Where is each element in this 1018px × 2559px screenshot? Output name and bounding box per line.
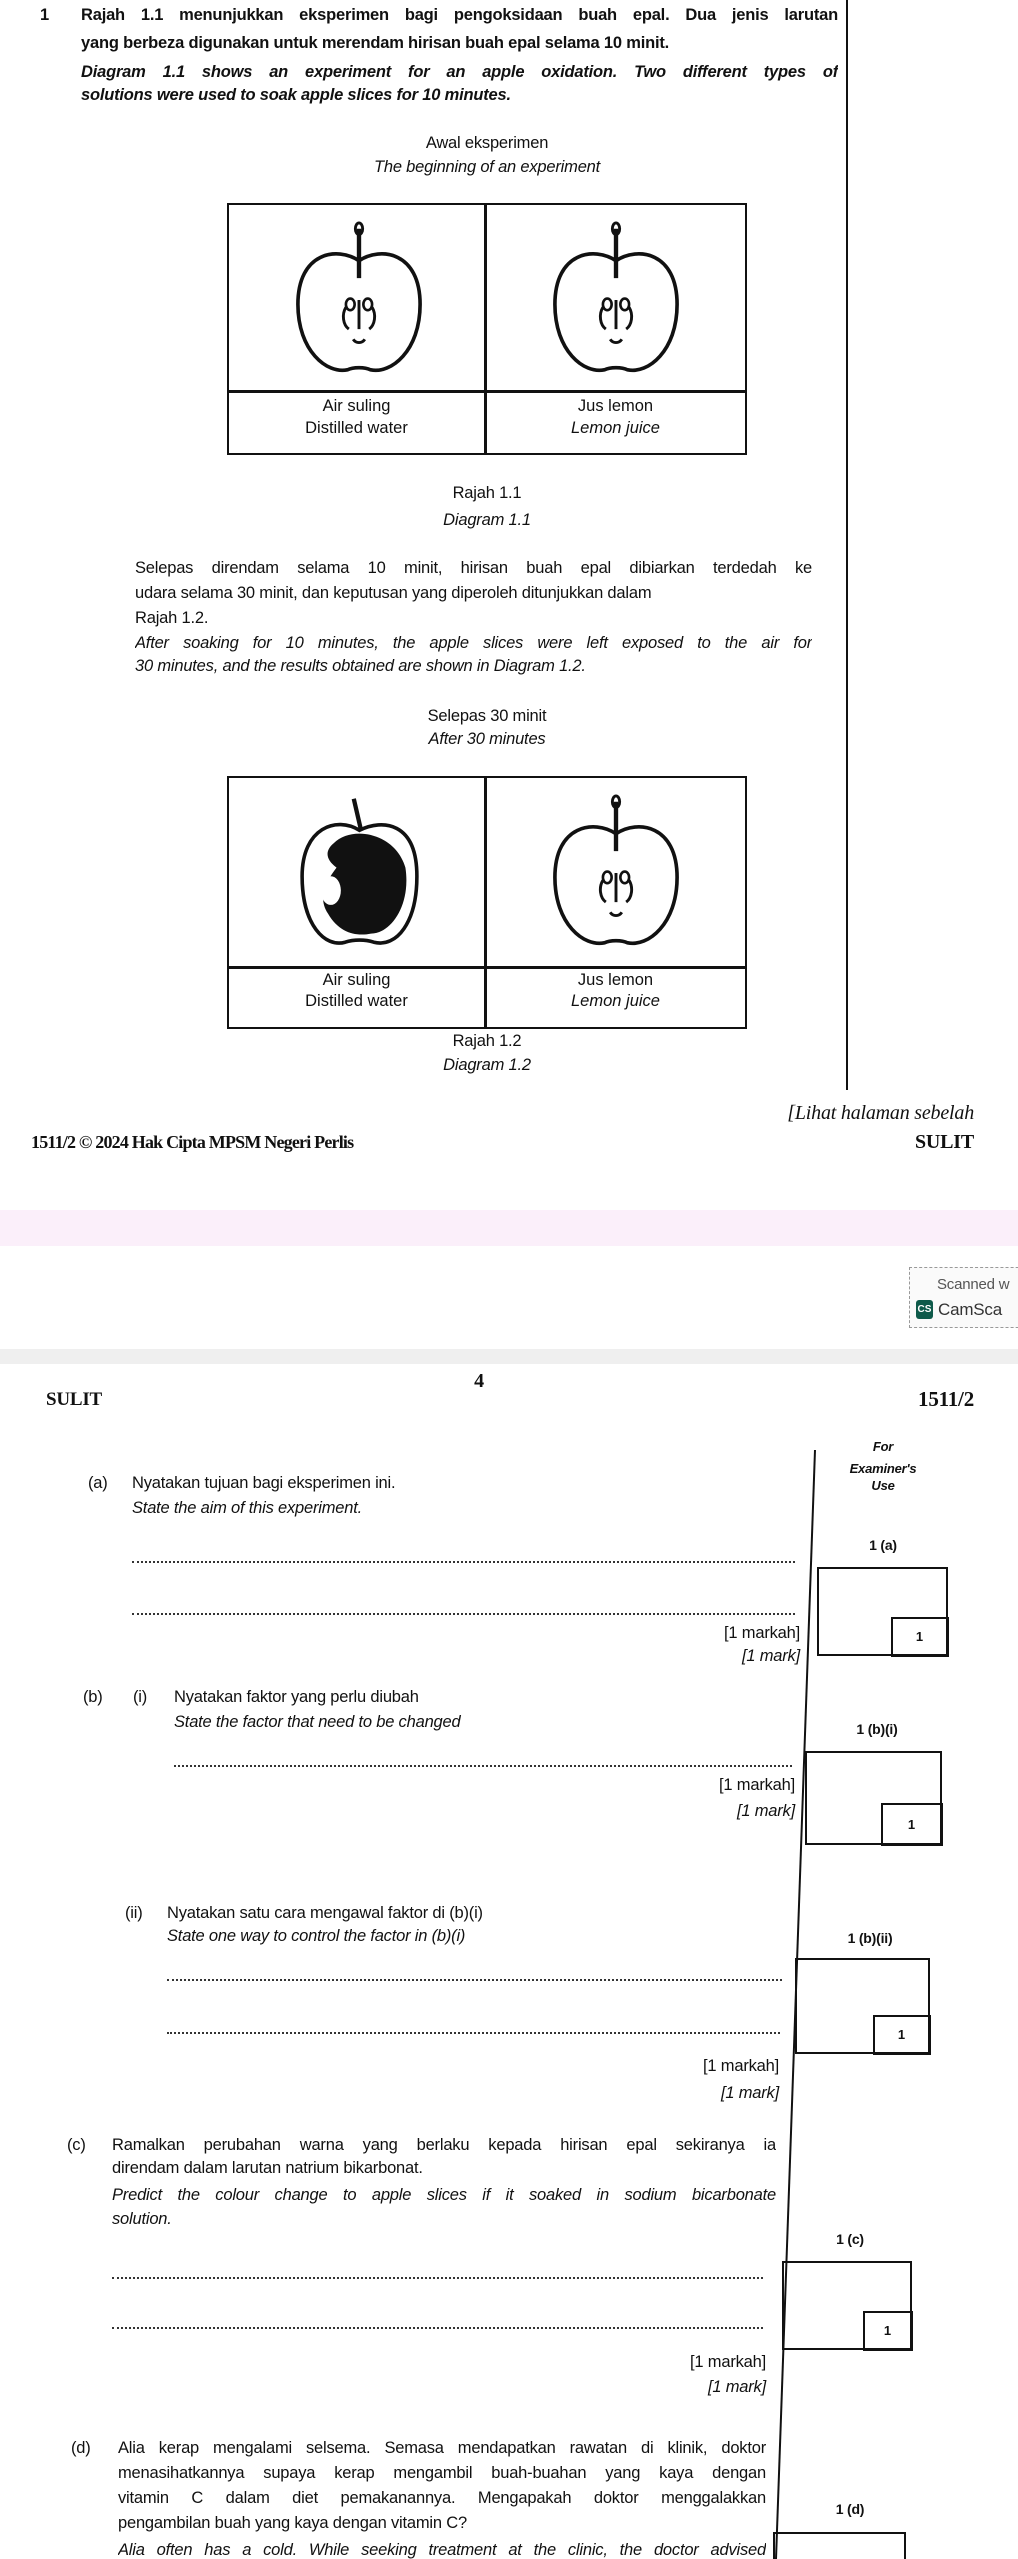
para-line: udara selama 30 minit, dan keputusan yang diperoleh ditunjukkan dalam — [135, 584, 652, 602]
header-sulit: SULIT — [46, 1389, 103, 1410]
intro-line: yang berbeza digunakan untuk merendam hirisan buah epal selama 10 minit. — [81, 34, 670, 52]
cell-label-en: Lemon juice — [571, 992, 660, 1010]
answer-line[interactable] — [112, 2327, 763, 2329]
question-bii-en: State one way to control the factor in (b)(i) — [167, 1927, 466, 1945]
cell-label-ms: Jus lemon — [577, 397, 654, 415]
mark-en: [1 mark] — [737, 1802, 795, 1820]
subpart-label: (ii) — [125, 1904, 143, 1922]
score-box-1c[interactable] — [782, 2261, 912, 2350]
answer-line[interactable] — [174, 1765, 792, 1767]
mark-ms: [1 markah] — [690, 2353, 766, 2371]
max-mark: 1 — [863, 2311, 913, 2351]
para-line: Rajah 1.2. — [135, 609, 209, 627]
question-bii-ms: Nyatakan satu cara mengawal faktor di (b)(i) — [167, 1904, 483, 1922]
camscanner-logo-icon: CS — [916, 1300, 933, 1319]
examiner-label: Use — [871, 1478, 895, 1493]
examiner-label: Examiner's — [849, 1461, 917, 1476]
max-mark: 1 — [873, 2015, 931, 2055]
diagram1-caption: Rajah 1.1 — [452, 484, 522, 502]
diagram1-heading-en: The beginning of an experiment — [373, 158, 601, 176]
question-d-line: Alia often has a cold. While seeking treatment at the clinic, the doctor advised — [118, 2541, 766, 2559]
question-c-line: Predict the colour change to apple slices if it soaked in sodium bicarbonate — [112, 2186, 776, 2204]
question-d-line: vitamin C dalam diet pemakanannya. Mengapakah doktor menggalakkan — [118, 2489, 766, 2507]
para-line: 30 minutes, and the results obtained are shown in Diagram 1.2. — [135, 657, 586, 675]
score-box-label: 1 (d) — [835, 2501, 865, 2517]
cell-label-en: Distilled water — [305, 992, 408, 1010]
next-page-note: [Lihat halaman sebelah — [787, 1102, 974, 1124]
mark-en: [1 mark] — [721, 2084, 779, 2102]
diagram2-caption: Rajah 1.2 — [452, 1032, 522, 1050]
diagram1-caption-en: Diagram 1.1 — [443, 511, 531, 529]
question-d-line: Alia kerap mengalami selsema. Semasa mendapatkan rawatan di klinik, doktor — [118, 2439, 766, 2457]
part-label: (a) — [88, 1474, 108, 1492]
footer-sulit: SULIT — [914, 1131, 974, 1153]
subpart-label: (i) — [133, 1688, 148, 1706]
diagram2-heading-en: After 30 minutes — [428, 730, 546, 748]
score-box-label: 1 (b)(ii) — [847, 1930, 893, 1946]
diagram2-caption-en: Diagram 1.2 — [443, 1056, 531, 1074]
answer-line[interactable] — [112, 2277, 763, 2279]
intro-line: Diagram 1.1 shows an experiment for an apple oxidation. Two different types of — [81, 63, 838, 81]
intro-line: solutions were used to soak apple slices for 10 minutes. — [81, 86, 511, 104]
part-label: (c) — [67, 2136, 86, 2154]
mark-en: [1 mark] — [708, 2378, 766, 2396]
score-box-1a[interactable] — [817, 1567, 948, 1656]
mark-ms: [1 markah] — [703, 2057, 779, 2075]
answer-line[interactable] — [167, 2032, 780, 2034]
cell-label-en: Lemon juice — [571, 419, 660, 437]
page-number: 4 — [474, 1370, 484, 1392]
header-code: 1511/2 — [918, 1387, 974, 1411]
max-mark: 1 — [891, 1617, 949, 1657]
mark-en: [1 mark] — [742, 1647, 800, 1665]
part-label: (b) — [83, 1688, 103, 1706]
question-d-line: menasihatkannya supaya kerap mengambil buah-buahan yang kaya dengan — [118, 2464, 766, 2482]
score-box-1bii[interactable] — [795, 1958, 930, 2054]
answer-line[interactable] — [132, 1613, 795, 1615]
intro-line: Rajah 1.1 menunjukkan eksperimen bagi pengoksidaan buah epal. Dua jenis larutan — [81, 6, 838, 24]
question-a-ms: Nyatakan tujuan bagi eksperimen ini. — [132, 1474, 396, 1492]
question-c-line: Ramalkan perubahan warna yang berlaku kepada hirisan epal sekiranya ia — [112, 2136, 776, 2154]
answer-line[interactable] — [167, 1979, 782, 1981]
scanner-brand: CamSca — [938, 1300, 1002, 1319]
score-box-label: 1 (b)(i) — [856, 1721, 898, 1737]
cell-label-ms: Air suling — [322, 397, 391, 415]
question-bi-en: State the factor that need to be changed — [174, 1713, 461, 1731]
question-c-line: solution. — [112, 2210, 172, 2228]
scanner-text: Scanned w — [937, 1276, 1010, 1293]
mark-ms: [1 markah] — [724, 1624, 800, 1642]
question-d-line: pengambilan buah yang kaya dengan vitamin C? — [118, 2514, 467, 2532]
examiner-label: For — [872, 1439, 894, 1454]
question-number: 1 — [40, 6, 49, 24]
score-box-1bi[interactable] — [805, 1751, 942, 1845]
cell-label-ms: Jus lemon — [577, 971, 654, 989]
answer-line[interactable] — [132, 1561, 795, 1563]
cell-label-ms: Air suling — [322, 971, 391, 989]
cell-label-en: Distilled water — [305, 419, 408, 437]
diagram2-heading: Selepas 30 minit — [427, 707, 547, 725]
score-box-label: 1 (c) — [836, 2231, 864, 2247]
question-c-line: direndam dalam larutan natrium bikarbonat. — [112, 2159, 423, 2177]
mark-ms: [1 markah] — [719, 1776, 795, 1794]
score-box-1d[interactable] — [773, 2532, 906, 2559]
part-label: (d) — [71, 2439, 91, 2457]
para-line: After soaking for 10 minutes, the apple slices were left exposed to the air for — [135, 634, 812, 652]
question-bi-ms: Nyatakan faktor yang perlu diubah — [174, 1688, 419, 1706]
max-mark: 1 — [881, 1803, 943, 1846]
para-line: Selepas direndam selama 10 minit, hirisan buah epal dibiarkan terdedah ke — [135, 559, 812, 577]
question-a-en: State the aim of this experiment. — [132, 1499, 363, 1517]
score-box-label: 1 (a) — [869, 1537, 897, 1553]
diagram1-heading: Awal eksperimen — [425, 134, 549, 152]
footer-code: 1511/2 © 2024 Hak Cipta MPSM Negeri Perlis — [31, 1132, 354, 1152]
